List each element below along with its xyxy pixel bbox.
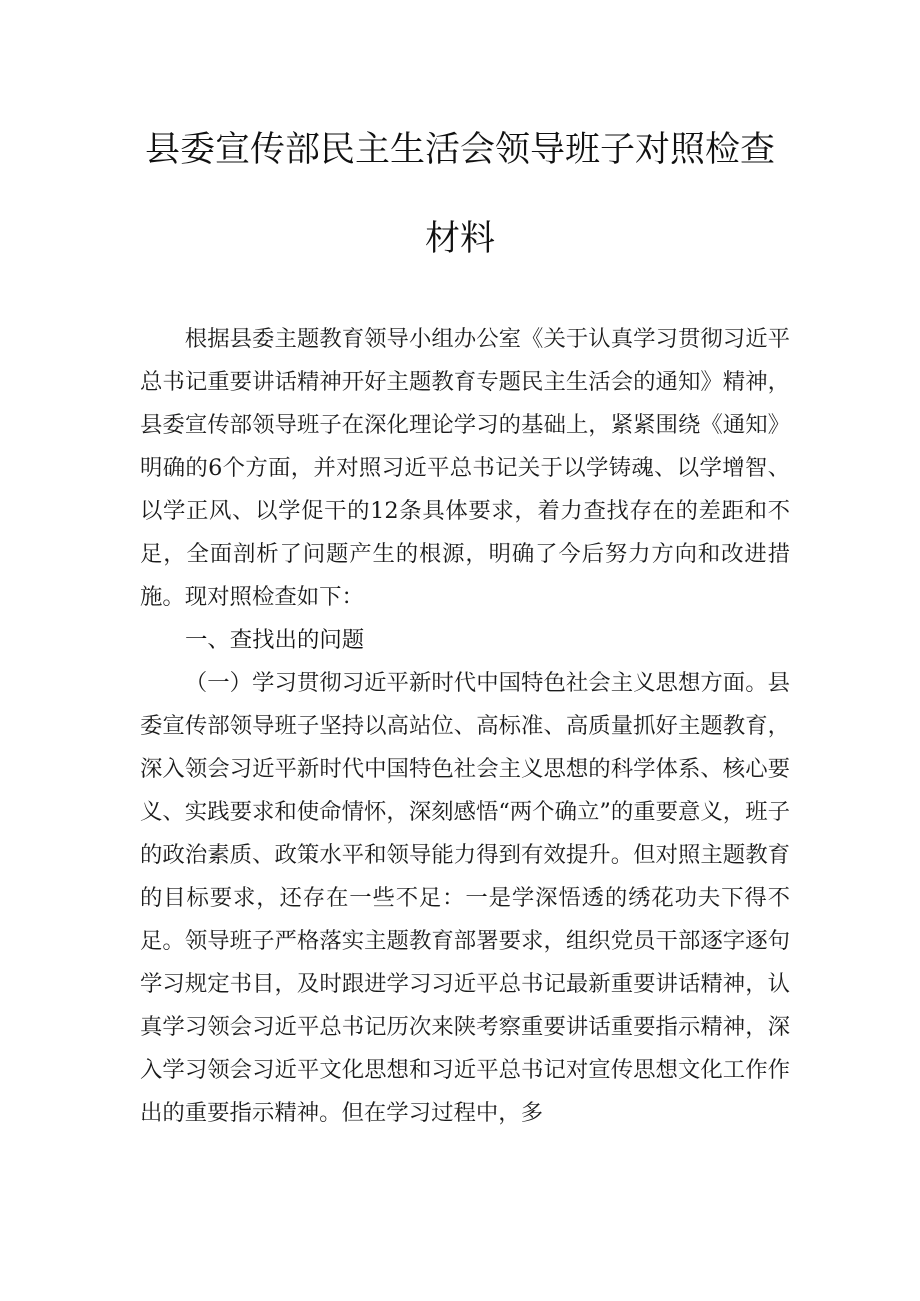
document-title-line-1: 县委宣传部民主生活会领导班子对照检查 [144,130,775,170]
section-heading-problems: 一、查找出的问题 [185,627,365,653]
intro-paragraph: 根据县委主题教育领导小组办公室《关于认真学习贯彻习近平总书记重要讲话精神开好主题教育专题民主生活会的通知》精神，县委宣传部领导班子在深化理论学习的基础上，紧紧围绕《通知》明确的6个方面，并对照习近平总书记关于以学铸魂、以学增智、以学正风、以学促干的12条具体要求，着力查找存在的差距和不足，全面剖析了问题产生的根源，明确了今后努力方向和改进措施。现对照检查如下： [140,326,790,610]
document-title-line-2: 材料 [424,219,495,259]
subsection-paragraph-1: （一）学习贯彻习近平新时代中国特色社会主义思想方面。县委宣传部领导班子坚持以高站位、高标准、高质量抓好主题教育，深入领会习近平新时代中国特色社会主义思想的科学体系、核心要义、实践要求和使命情怀，深刻感悟“两个确立”的重要意义，班子的政治素质、政策水平和领导能力得到有效提升。但对照主题教育的目标要求，还存在一些不足：一是学深悟透的绣花功夫下得不足。领导班子严格落实主题教育部署要求，组织党员干部逐字逐句学习规定书目，及时跟进学习习近平总书记最新重要讲话精神，认真学习领会习近平总书记历次来陕考察重要讲话重要指示精神，深入学习领会习近平文化思想和习近平总书记对宣传思想文化工作作出的重要指示精神。但在学习过程中，多 [140,670,790,1126]
